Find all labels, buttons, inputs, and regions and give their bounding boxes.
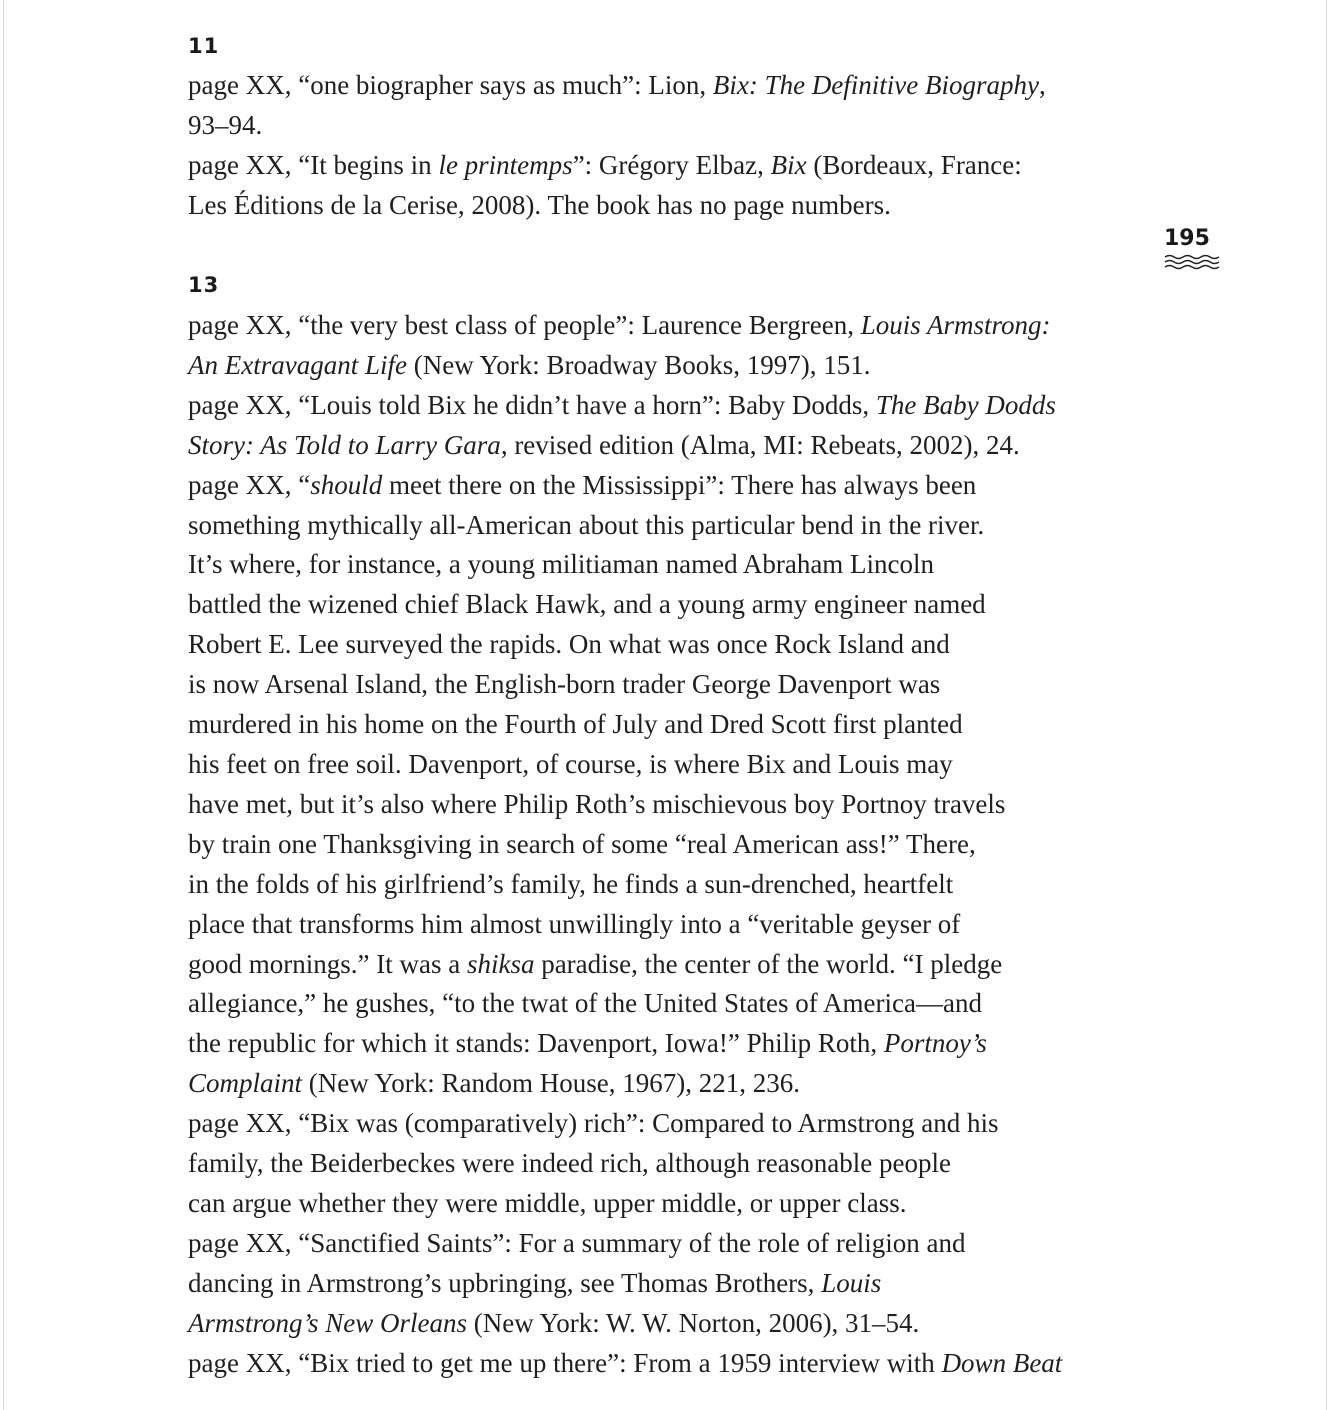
note-line (188, 705, 1118, 745)
note-text: Les Éditions de la Cerise, 2008). The book has no page numbers. (188, 189, 891, 220)
note-text: place that transforms him almost unwillingly into a “veritable geyser of (188, 908, 961, 939)
note-text: page XX, “Louis told Bix he didn’t have a horn”: Baby Dodds, (188, 389, 876, 420)
note-text: (New York: W. W. Norton, 2006), 31–54. (467, 1307, 920, 1338)
note-text: 93–94. (188, 109, 263, 140)
note-line (188, 1144, 1118, 1184)
italic-title: Complaint (188, 1068, 303, 1099)
note-text: , revised edition (Alma, MI: Rebeats, 2002), 24. (500, 429, 1020, 460)
italic-title: The Baby Dodds (875, 389, 1056, 420)
page-number: 195 (1164, 226, 1210, 251)
note-line (188, 1264, 1118, 1304)
note-line (188, 825, 1118, 865)
note-text: dancing in Armstrong’s upbringing, see Thomas Brothers, (188, 1267, 822, 1298)
note-text: is now Arsenal Island, the English-born trader George Davenport was (188, 669, 941, 700)
note-line (188, 146, 1118, 186)
note-line (188, 1224, 1118, 1264)
note-line (188, 945, 1118, 985)
italic-title: shiksa (466, 948, 535, 979)
italic-title: le printemps (438, 149, 573, 180)
note-text: his feet on free soil. Davenport, of course, is where Bix and Louis may (188, 748, 953, 779)
note-line (188, 665, 1118, 705)
note-line (188, 785, 1118, 825)
italic-title: An Extravagant Life (188, 349, 407, 380)
page-folio (1164, 226, 1222, 271)
note-text: Robert E. Lee surveyed the rapids. On what was once Rock Island and (188, 629, 950, 660)
italic-title: Story: As Told to Larry Gara (188, 429, 501, 460)
italic-title: Armstrong’s New Orleans (188, 1307, 468, 1338)
note-line (188, 426, 1118, 466)
note-line (188, 106, 1118, 146)
note-line (188, 386, 1118, 426)
note-line (188, 585, 1118, 625)
note-entry (188, 66, 1118, 146)
italic-title: Louis Armstrong: (860, 310, 1051, 340)
note-line (188, 984, 1118, 1024)
note-line (188, 66, 1118, 106)
note-text: can argue whether they were middle, upper middle, or upper class. (188, 1187, 907, 1218)
note-text: allegiance,” he gushes, “to the twat of the United States of America—and (188, 988, 982, 1019)
note-text: (Bordeaux, France: (806, 149, 1022, 180)
note-line (188, 1304, 1118, 1344)
note-line (188, 545, 1118, 585)
note-text: by train one Thanksgiving in search of some “real American ass!” There, (188, 828, 976, 859)
note-text: family, the Beiderbeckes were indeed rich, although reasonable people (188, 1148, 951, 1179)
waves-ornament-icon (1164, 253, 1222, 271)
note-line (188, 1024, 1118, 1064)
note-text: in the folds of his girlfriend’s family, he finds a sun-drenched, heartfelt (188, 868, 954, 899)
note-text: page XX, “Sanctified Saints”: For a summary of the role of religion and (188, 1227, 966, 1258)
note-text: page XX, “Bix was (comparatively) rich”: Compared to Armstrong and his (188, 1108, 999, 1139)
note-text: page XX, “one biographer says as much”: Lion, (188, 70, 713, 100)
note-line (188, 186, 1118, 226)
note-text: (New York: Random House, 1967), 221, 236. (302, 1068, 800, 1099)
note-text: have met, but it’s also where Philip Roth’s mischievous boy Portnoy travels (188, 788, 1006, 819)
chapter-heading: 11 (188, 34, 220, 58)
note-text: It’s where, for instance, a young militiaman named Abraham Lincoln (188, 549, 935, 580)
note-text: ”: Grégory Elbaz, (572, 149, 771, 180)
notes-list (188, 306, 1118, 1383)
note-text: (New York: Broadway Books, 1997), 151. (406, 349, 871, 380)
note-line (188, 346, 1118, 386)
italic-title: Down Beat (941, 1347, 1063, 1378)
note-text: page XX, “Bix tried to get me up there”: From a 1959 interview with (188, 1347, 942, 1378)
note-line (188, 1064, 1118, 1104)
italic-title: Bix: The Definitive Biography (712, 70, 1040, 100)
note-line (188, 905, 1118, 945)
note-line (188, 865, 1118, 905)
note-entry (188, 386, 1118, 466)
note-text: murdered in his home on the Fourth of July and Dred Scott first planted (188, 709, 963, 740)
italic-title: should (310, 469, 383, 500)
note-text: something mythically all-American about this particular bend in the river. (188, 509, 985, 540)
note-entry (188, 146, 1118, 226)
note-entry (188, 1104, 1118, 1224)
italic-title: Louis (821, 1267, 882, 1298)
note-text: battled the wizened chief Black Hawk, and a young army engineer named (188, 589, 986, 620)
note-line (188, 506, 1118, 546)
note-line (188, 625, 1118, 665)
chapter-heading: 13 (188, 273, 220, 297)
note-text: , (1039, 70, 1046, 100)
note-text: the republic for which it stands: Davenport, Iowa!” Philip Roth, (188, 1028, 884, 1059)
note-text: good mornings.” It was a (188, 948, 467, 979)
note-line (188, 306, 1118, 346)
note-line (188, 1104, 1118, 1144)
notes-list (188, 66, 1118, 226)
note-text: page XX, “It begins in (188, 149, 439, 180)
italic-title: Bix (770, 149, 807, 180)
note-entry (188, 1224, 1118, 1344)
book-page (3, 0, 1327, 1410)
note-line (188, 745, 1118, 785)
note-entry (188, 1344, 1118, 1384)
note-entry (188, 466, 1118, 1105)
note-line (188, 466, 1118, 506)
note-text: page XX, “the very best class of people”: Laurence Bergreen, (188, 310, 861, 340)
note-line (188, 1344, 1118, 1384)
note-entry (188, 306, 1118, 386)
italic-title: Portnoy’s (883, 1028, 987, 1059)
note-text: paradise, the center of the world. “I pledge (534, 948, 1003, 979)
note-line (188, 1184, 1118, 1224)
note-text: page XX, “ (188, 469, 311, 500)
note-text: meet there on the Mississippi”: There has always been (382, 469, 977, 500)
